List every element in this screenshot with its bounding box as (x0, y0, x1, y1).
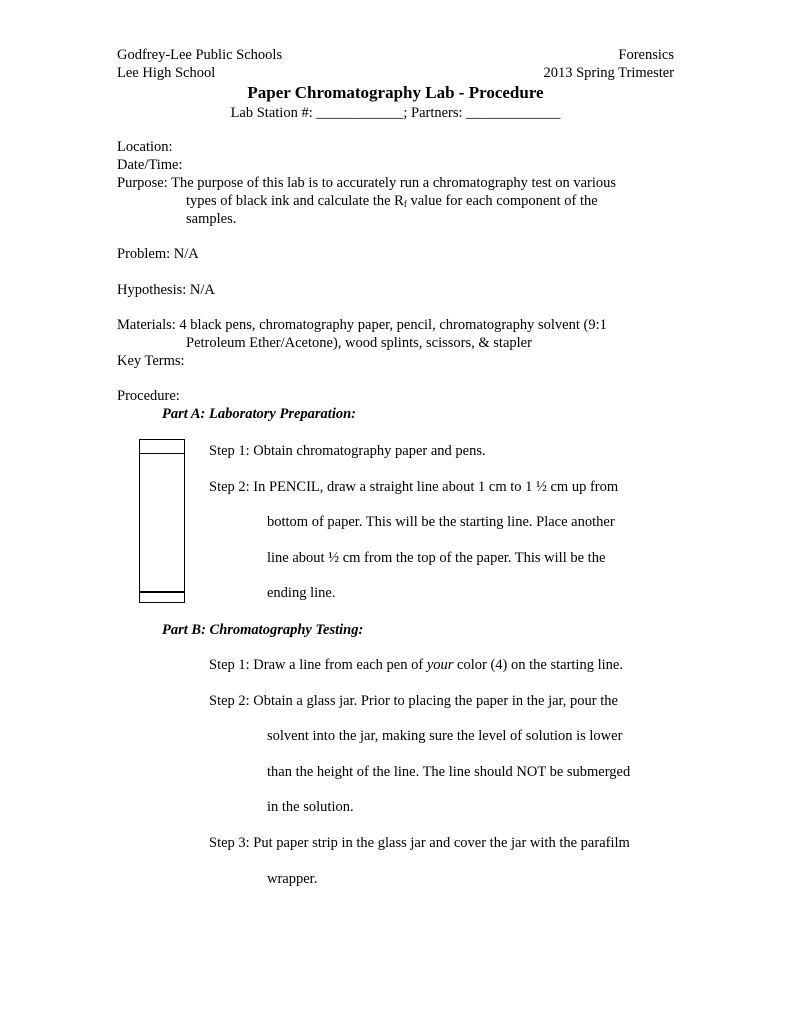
part-a-step-1: Step 1: Obtain chromatography paper and pens. (209, 443, 486, 459)
page-title: Paper Chromatography Lab - Procedure (247, 83, 544, 102)
part-a-step-2-line-1: Step 2: In PENCIL, draw a straight line about 1 cm to 1 ½ cm up from (209, 479, 619, 495)
course-name: Forensics (618, 47, 674, 63)
school-name: Lee High School (117, 65, 216, 81)
materials-line-2: Petroleum Ether/Acetone), wood splints, scissors, & stapler (186, 335, 532, 351)
hypothesis-line: Hypothesis: N/A (117, 282, 215, 298)
part-a-step-2-line-2: bottom of paper. This will be the starting line. Place another (267, 514, 615, 530)
lab-station-line: Lab Station #: ____________; Partners: _____________ (230, 105, 561, 121)
part-a-step-2-line-4: ending line. (267, 585, 336, 601)
location-label: Location: (117, 139, 173, 155)
part-b-step-2-line-4: in the solution. (267, 799, 354, 815)
part-b-step-2-line-2: solvent into the jar, making sure the level of solution is lower (267, 728, 623, 744)
rf-subscript: f (403, 199, 407, 209)
starting-line-mark (140, 591, 184, 593)
purpose-line-3: samples. (186, 211, 237, 227)
part-a-step-2-line-3: line about ½ cm from the top of the paper. This will be the (267, 550, 606, 566)
purpose-line-2 (186, 192, 598, 213)
part-b-step-1 (209, 656, 623, 674)
purpose-line-2-pre: types of black ink and calculate the R (186, 193, 404, 209)
part-a-heading: Part A: Laboratory Preparation: (162, 406, 357, 422)
purpose-line-2-post: value for each component of the (406, 193, 598, 209)
key-terms-label: Key Terms: (117, 353, 185, 369)
purpose-line-1: Purpose: The purpose of this lab is to accurately run a chromatography test on various (117, 175, 617, 191)
part-b-step-2-line-1: Step 2: Obtain a glass jar. Prior to placing the paper in the jar, pour the (209, 693, 618, 709)
part-b-step-3-line-2: wrapper. (267, 871, 318, 887)
problem-line: Problem: N/A (117, 246, 199, 262)
part-b-heading: Part B: Chromatography Testing: (162, 622, 364, 638)
part-b-step-1-pre: Step 1: Draw a line from each pen of (209, 657, 427, 673)
materials-line-1: Materials: 4 black pens, chromatography paper, pencil, chromatography solvent (9:1 (117, 317, 607, 333)
district-name: Godfrey-Lee Public Schools (117, 47, 283, 63)
part-b-step-1-post: color (4) on the starting line. (453, 657, 623, 673)
datetime-label: Date/Time: (117, 157, 183, 173)
ending-line-mark (140, 453, 184, 454)
chromatography-strip-diagram (139, 439, 185, 603)
procedure-label: Procedure: (117, 388, 180, 404)
part-b-step-2-line-3: than the height of the line. The line should NOT be submerged (267, 764, 631, 780)
term-name: 2013 Spring Trimester (543, 65, 674, 81)
part-b-step-3-line-1: Step 3: Put paper strip in the glass jar and cover the jar with the parafilm (209, 835, 630, 851)
part-b-step-1-emphasis: your (426, 657, 454, 673)
